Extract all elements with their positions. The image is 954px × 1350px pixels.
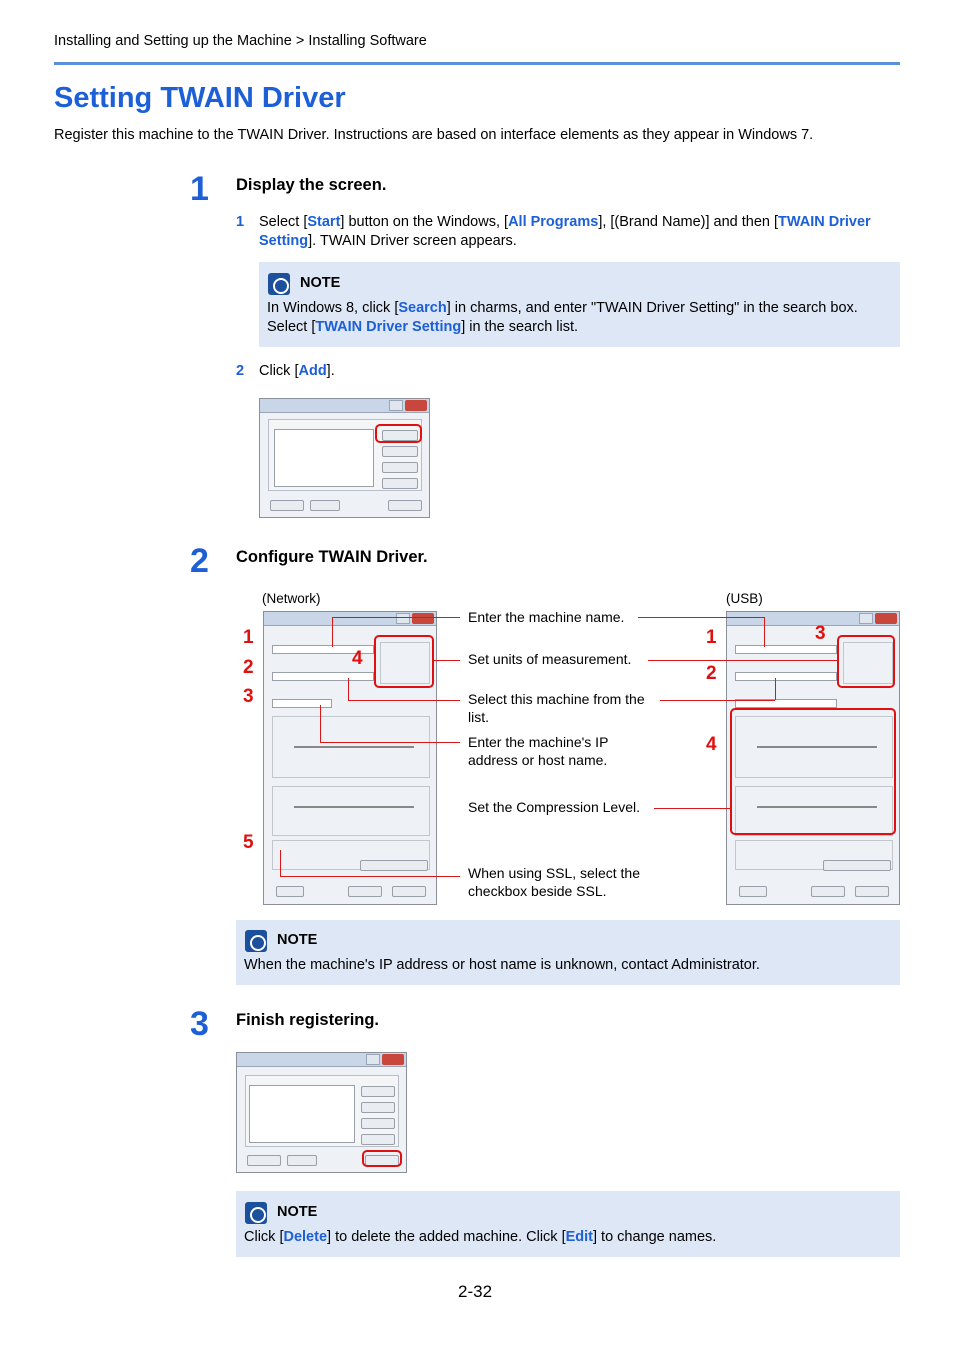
- leader-line: [764, 617, 765, 647]
- name-field: [735, 645, 837, 654]
- leader-line: [280, 850, 281, 876]
- close-icon: [412, 613, 434, 624]
- step-1-substep-2: [236, 362, 900, 381]
- note-body: [244, 1228, 892, 1247]
- compression-slider: [294, 746, 414, 748]
- twain-driver-setting-link: TWAIN Driver Setting: [259, 214, 871, 249]
- note-heading: NOTE: [277, 932, 318, 948]
- help-button: [739, 886, 767, 897]
- callout-units: Set units of measurement.: [468, 651, 632, 667]
- note-box-ip-unknown: [236, 920, 900, 985]
- leader-line: [348, 700, 460, 701]
- scanner-list: [274, 429, 374, 487]
- about-button: [270, 500, 304, 511]
- marker-usb-4: 4: [706, 734, 717, 755]
- add-link: Add: [298, 363, 327, 379]
- note-icon: [245, 1202, 267, 1224]
- callout-ip-address: Enter the machine's IP address or host name.: [468, 734, 609, 768]
- delete-button: [361, 1102, 395, 1113]
- image-compression-gray-group: [272, 786, 430, 836]
- close-icon: [875, 613, 897, 624]
- help-button: [287, 1155, 317, 1166]
- breadcrumb: Installing and Setting up the Machine > Installing Software: [54, 33, 427, 49]
- header-rule: [54, 62, 900, 65]
- unit-highlight-network: [374, 635, 434, 688]
- marker-usb-3: 3: [815, 623, 826, 644]
- leader-line: [348, 678, 349, 700]
- marker-network-5: 5: [243, 832, 254, 853]
- note-box-windows8: [259, 262, 900, 347]
- text: ], [(Brand Name)] and then [: [598, 214, 779, 230]
- window-titlebar: [727, 612, 899, 626]
- step-2-heading: Configure TWAIN Driver.: [236, 548, 428, 566]
- about-button: [247, 1155, 281, 1166]
- leader-line: [638, 617, 764, 618]
- note-box-delete-edit: [236, 1191, 900, 1257]
- text: Click [: [259, 363, 299, 379]
- window-titlebar: [264, 612, 436, 626]
- leader-line: [332, 617, 333, 647]
- search-link: Search: [398, 300, 447, 316]
- usb-label: (USB): [726, 591, 763, 606]
- window-titlebar: [237, 1053, 406, 1067]
- callout-select-machine: Select this machine from the list.: [468, 691, 645, 725]
- text: ]. TWAIN Driver screen appears.: [308, 233, 517, 249]
- update-button: [382, 446, 418, 457]
- step-3-number: 3: [190, 1005, 209, 1043]
- model-field: [735, 672, 837, 681]
- marker-usb-2: 2: [706, 663, 717, 684]
- network-label: (Network): [262, 591, 321, 606]
- marker-network-3: 3: [243, 686, 254, 707]
- leader-line: [320, 705, 321, 742]
- text: Select [: [259, 214, 308, 230]
- step-1-substep-1: [236, 213, 900, 251]
- add-button-highlight: [375, 424, 422, 443]
- callout-ssl: When using SSL, select the checkbox beside SSL.: [468, 865, 640, 899]
- text: ] in the search list.: [461, 319, 579, 335]
- step-3-heading: Finish registering.: [236, 1011, 380, 1029]
- scanner-list-screenshot: [259, 398, 430, 518]
- substep-number: 2: [236, 363, 245, 379]
- step-2-number: 2: [190, 542, 209, 580]
- marker-network-1: 1: [243, 627, 254, 648]
- close-button-highlight: [362, 1150, 402, 1167]
- callout-compression: Set the Compression Level.: [468, 799, 640, 815]
- all-programs-link: All Programs: [508, 214, 599, 230]
- leader-line: [434, 660, 460, 661]
- start-link: Start: [307, 214, 341, 230]
- leader-line: [775, 678, 776, 700]
- substep-number: 1: [236, 214, 245, 230]
- page-number: 2-32: [458, 1282, 493, 1301]
- text: ] to delete the added machine. Click [: [327, 1229, 566, 1245]
- set-default-button: [382, 478, 418, 489]
- help-icon: [859, 613, 873, 624]
- marker-network-4: 4: [352, 648, 363, 669]
- twain-driver-setting-link: TWAIN Driver Setting: [315, 319, 462, 335]
- user-auth-settings-button: [823, 860, 891, 871]
- leader-line: [332, 617, 460, 618]
- close-icon: [382, 1054, 404, 1065]
- compression-highlight-usb: [730, 708, 896, 835]
- text: ].: [326, 363, 335, 379]
- note-heading: NOTE: [277, 1204, 318, 1220]
- leader-line: [280, 876, 460, 877]
- leader-line: [648, 660, 837, 661]
- ok-button: [811, 886, 845, 897]
- marker-network-2: 2: [243, 657, 254, 678]
- window-titlebar: [260, 399, 429, 413]
- note-body: When the machine's IP address or host name is unknown, contact Administrator.: [244, 957, 760, 973]
- help-icon: [389, 400, 403, 411]
- add-button: [361, 1086, 395, 1097]
- cancel-button: [855, 886, 889, 897]
- help-button: [310, 500, 340, 511]
- edit-link: Edit: [565, 1229, 593, 1245]
- scanner-address-field: [272, 699, 332, 708]
- leader-line: [654, 808, 730, 809]
- unit-highlight-usb: [837, 635, 895, 688]
- note-icon: [245, 930, 267, 952]
- model-field: [272, 672, 374, 681]
- text: Click [: [244, 1229, 284, 1245]
- note-heading: NOTE: [300, 275, 341, 291]
- intro-text: Register this machine to the TWAIN Driver. Instructions are based on interface elements as they appear in Windows 7.: [54, 127, 814, 143]
- leader-line: [660, 700, 775, 701]
- help-button: [276, 886, 304, 897]
- step-1-heading: Display the screen.: [236, 176, 387, 194]
- user-auth-settings-button: [360, 860, 428, 871]
- text: ] button on the Windows, [: [340, 214, 509, 230]
- page-title: Setting TWAIN Driver: [54, 82, 346, 114]
- scanner-list: [249, 1085, 355, 1143]
- cancel-button: [392, 886, 426, 897]
- leader-line: [320, 742, 460, 743]
- callout-machine-name: Enter the machine name.: [468, 609, 625, 625]
- note-body: [267, 299, 892, 337]
- marker-usb-1: 1: [706, 627, 717, 648]
- ok-button: [348, 886, 382, 897]
- set-default-button: [361, 1134, 395, 1145]
- text: ] in charms, and enter "TWAIN Driver Setting" in the search box. Select [: [267, 300, 858, 335]
- note-icon: [268, 273, 290, 295]
- help-icon: [366, 1054, 380, 1065]
- edit-button: [361, 1118, 395, 1129]
- edit-button: [382, 462, 418, 473]
- compression-slider: [294, 806, 414, 808]
- close-icon: [405, 400, 427, 411]
- step-1-number: 1: [190, 170, 209, 208]
- text: ] to change names.: [593, 1229, 717, 1245]
- text: In Windows 8, click [: [267, 300, 399, 316]
- help-icon: [396, 613, 410, 624]
- delete-link: Delete: [283, 1229, 328, 1245]
- close-button: [388, 500, 422, 511]
